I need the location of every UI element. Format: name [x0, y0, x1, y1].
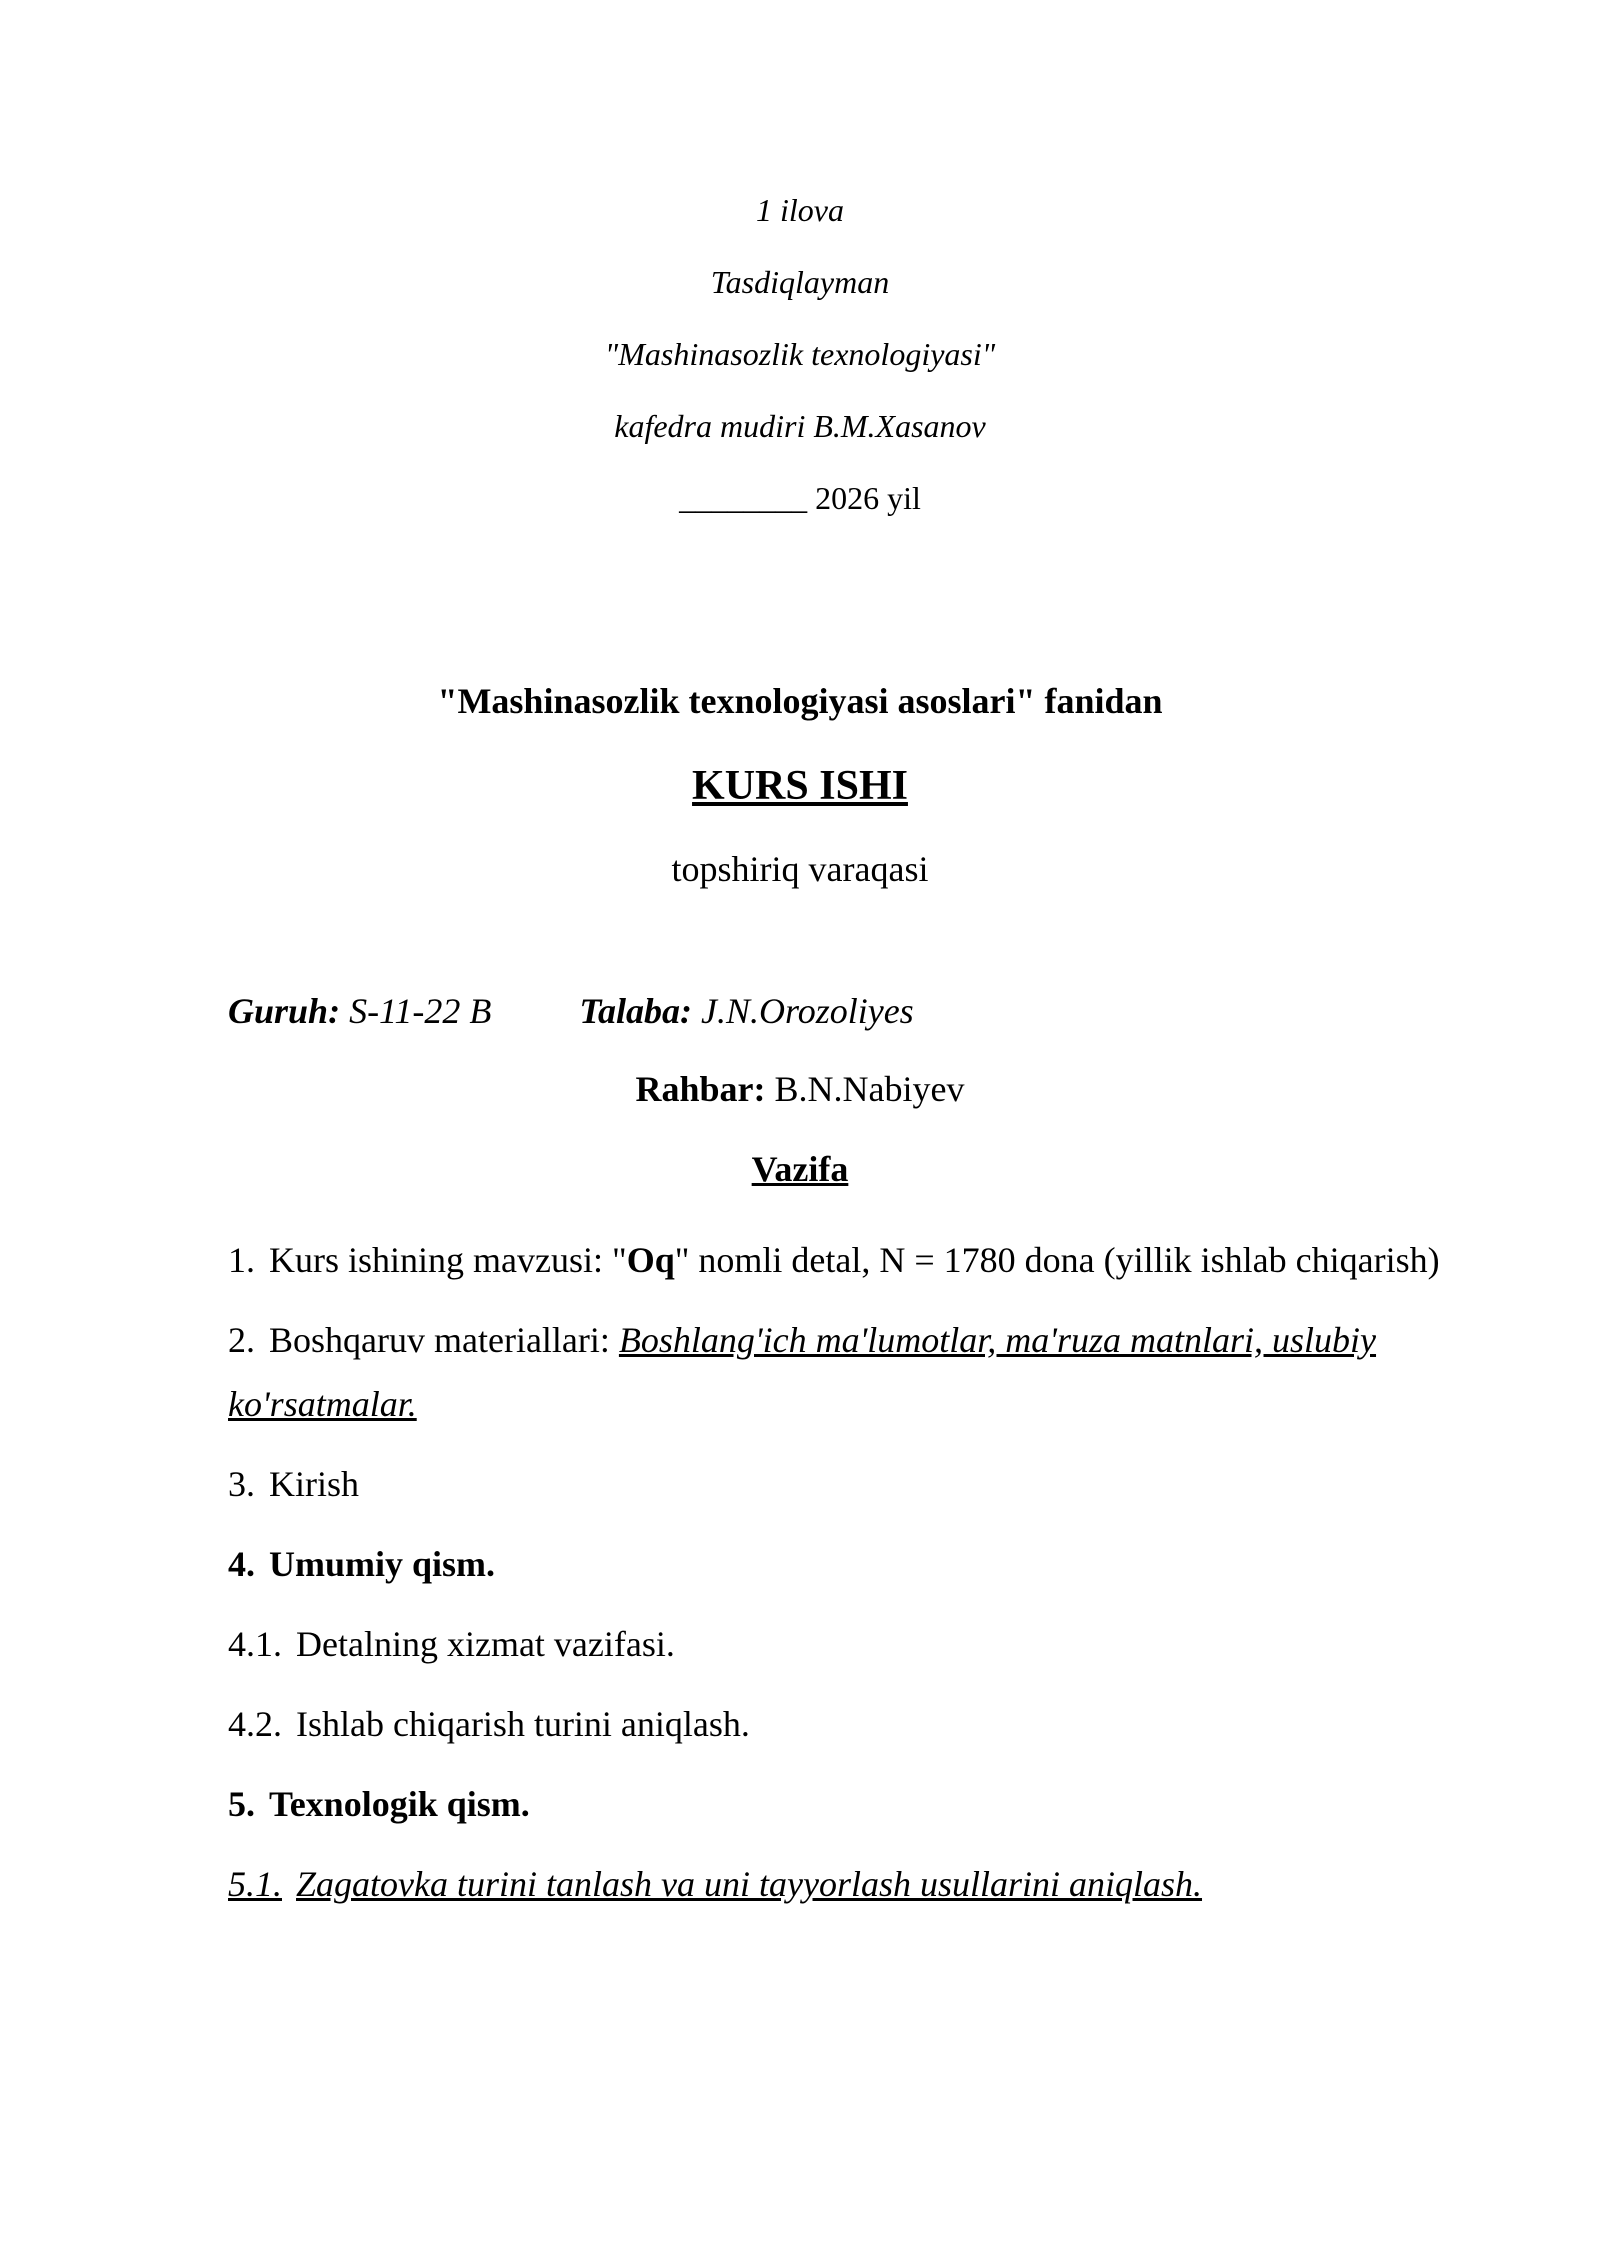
supervisor-value: B.N.Nabiyev	[774, 1069, 965, 1109]
task-list	[228, 1228, 1448, 1932]
subtitle: topshiriq varaqasi	[671, 849, 929, 889]
detail-name: Oq	[626, 1240, 675, 1280]
annex-label: 1 ilova	[756, 192, 844, 228]
student-value: J.N.Orozoliyes	[701, 991, 914, 1031]
task-heading: Vazifa	[751, 1149, 849, 1189]
approval-date: ________ 2026 yil	[679, 480, 921, 516]
subject-title: "Mashinasozlik texnologiyasi asoslari" fanidan	[437, 681, 1163, 721]
approval-block	[0, 190, 1600, 550]
group-value: S-11-22 B	[349, 991, 492, 1031]
materials-list: Boshlang'ich ma'lumotlar, ma'ruza matnlari, uslubiy ko'rsatmalar.	[228, 1320, 1377, 1424]
student-label: Talaba:	[579, 991, 693, 1031]
task-item-4-2: 4.2. Ishlab chiqarish turini aniqlash.	[228, 1704, 750, 1744]
group-label: Guruh:	[228, 991, 341, 1031]
supervisor-row	[0, 1068, 1600, 1110]
task-item-3: 3. Kirish	[228, 1464, 359, 1504]
task-item-4: 4. Umumiy qism.	[228, 1544, 496, 1584]
task-item-5: 5. Texnologik qism.	[228, 1784, 530, 1824]
main-title: KURS ISHI	[692, 763, 908, 809]
supervisor-label: Rahbar:	[635, 1069, 766, 1109]
task-item-4-1: 4.1. Detalning xizmat vazifasi.	[228, 1624, 675, 1664]
department-name: "Mashinasozlik texnologiyasi"	[604, 336, 996, 372]
group-student-row	[228, 990, 914, 1032]
task-item-1: 1. Kurs ishining mavzusi: "Oq" nomli detal, N = 1780 dona (yillik ishlab chiqarish)	[228, 1240, 1440, 1280]
task-item-2: 2. Boshqaruv materiallari: Boshlang'ich ma'lumotlar, ma'ruza matnlari, uslubiy ko'rsatmalar.	[228, 1320, 1377, 1424]
department-head: kafedra mudiri B.M.Xasanov	[614, 408, 986, 444]
approve-label: Tasdiqlayman	[710, 264, 890, 300]
task-item-5-1: 5.1. Zagatovka turini tanlash va uni tayyorlash usullarini aniqlash.	[228, 1864, 1203, 1904]
